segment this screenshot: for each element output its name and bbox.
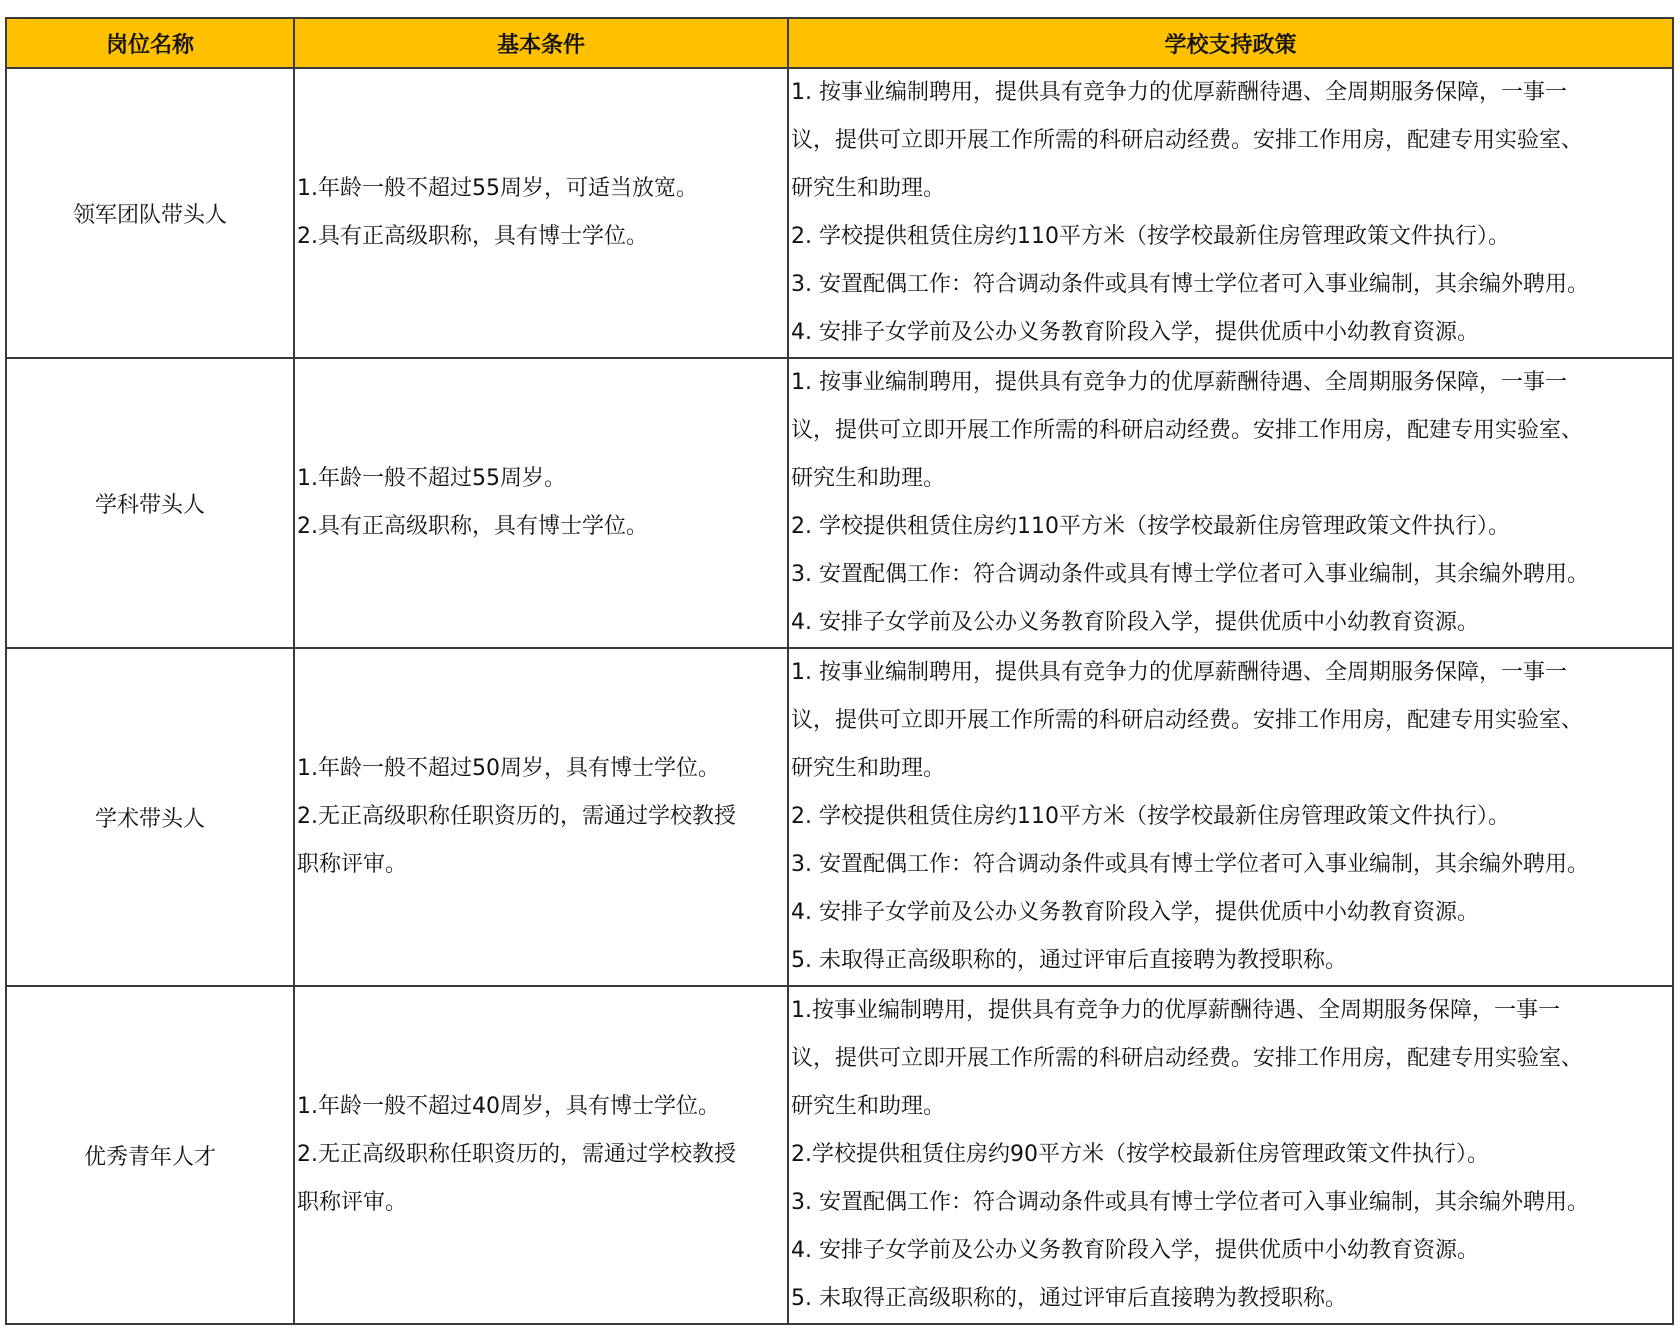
policy-line: 2. 学校提供租赁住房约110平方米（按学校最新住房管理政策文件执行）。 — [791, 514, 1510, 539]
policy-line: 研究生和助理。 — [791, 466, 946, 491]
condition-line: 职称评审。 — [297, 852, 408, 877]
policy-cell — [788, 648, 1673, 986]
policy-line: 4. 安排子女学前及公办义务教育阶段入学，提供优质中小幼教育资源。 — [791, 900, 1479, 925]
policy-line: 1.按事业编制聘用，提供具有竞争力的优厚薪酬待遇、全周期服务保障，一事一 — [791, 998, 1560, 1023]
policy-line: 5. 未取得正高级职称的，通过评审后直接聘为教授职称。 — [791, 1286, 1347, 1311]
condition-line: 1.年龄一般不超过50周岁，具有博士学位。 — [297, 756, 720, 781]
policy-line: 3. 安置配偶工作：符合调动条件或具有博士学位者可入事业编制，其余编外聘用。 — [791, 272, 1589, 297]
position-name-cell: 学术带头人 — [6, 648, 294, 986]
policy-line: 3. 安置配偶工作：符合调动条件或具有博士学位者可入事业编制，其余编外聘用。 — [791, 562, 1589, 587]
policy-line: 议，提供可立即开展工作所需的科研启动经费。安排工作用房，配建专用实验室、 — [791, 128, 1584, 153]
table-row — [6, 358, 1673, 648]
conditions-cell — [294, 68, 788, 358]
policy-line: 议，提供可立即开展工作所需的科研启动经费。安排工作用房，配建专用实验室、 — [791, 1046, 1584, 1071]
policy-line: 4. 安排子女学前及公办义务教育阶段入学，提供优质中小幼教育资源。 — [791, 320, 1479, 345]
condition-line: 2.具有正高级职称，具有博士学位。 — [297, 224, 648, 249]
condition-line: 2.无正高级职称任职资历的，需通过学校教授 — [297, 804, 736, 829]
conditions-cell — [294, 358, 788, 648]
conditions-cell — [294, 986, 788, 1324]
policy-line: 2. 学校提供租赁住房约110平方米（按学校最新住房管理政策文件执行）。 — [791, 804, 1510, 829]
policy-line: 5. 未取得正高级职称的，通过评审后直接聘为教授职称。 — [791, 948, 1347, 973]
policy-line: 研究生和助理。 — [791, 176, 946, 201]
policy-line: 2. 学校提供租赁住房约110平方米（按学校最新住房管理政策文件执行）。 — [791, 224, 1510, 249]
policy-cell — [788, 358, 1673, 648]
condition-line: 2.无正高级职称任职资历的，需通过学校教授 — [297, 1142, 736, 1167]
header-position-name: 岗位名称 — [6, 18, 294, 68]
policy-line: 3. 安置配偶工作：符合调动条件或具有博士学位者可入事业编制，其余编外聘用。 — [791, 1190, 1589, 1215]
policy-line: 议，提供可立即开展工作所需的科研启动经费。安排工作用房，配建专用实验室、 — [791, 418, 1584, 443]
table-row — [6, 68, 1673, 358]
condition-line: 1.年龄一般不超过55周岁，可适当放宽。 — [297, 176, 698, 201]
policy-line: 1. 按事业编制聘用，提供具有竞争力的优厚薪酬待遇、全周期服务保障，一事一 — [791, 80, 1567, 105]
condition-line: 1.年龄一般不超过55周岁。 — [297, 466, 566, 491]
header-basic-conditions: 基本条件 — [294, 18, 788, 68]
header-support-policy: 学校支持政策 — [788, 18, 1673, 68]
policy-line: 4. 安排子女学前及公办义务教育阶段入学，提供优质中小幼教育资源。 — [791, 1238, 1479, 1263]
recruitment-table — [5, 17, 1674, 1325]
policy-line: 研究生和助理。 — [791, 756, 946, 781]
position-name-cell: 优秀青年人才 — [6, 986, 294, 1324]
policy-line: 议，提供可立即开展工作所需的科研启动经费。安排工作用房，配建专用实验室、 — [791, 708, 1584, 733]
policy-line: 2.学校提供租赁住房约90平方米（按学校最新住房管理政策文件执行）。 — [791, 1142, 1489, 1167]
policy-line: 1. 按事业编制聘用，提供具有竞争力的优厚薪酬待遇、全周期服务保障，一事一 — [791, 370, 1567, 395]
position-name-cell: 学科带头人 — [6, 358, 294, 648]
condition-line: 职称评审。 — [297, 1190, 408, 1215]
policy-line: 4. 安排子女学前及公办义务教育阶段入学，提供优质中小幼教育资源。 — [791, 610, 1479, 635]
position-name-cell: 领军团队带头人 — [6, 68, 294, 358]
condition-line: 1.年龄一般不超过40周岁，具有博士学位。 — [297, 1094, 720, 1119]
policy-line: 研究生和助理。 — [791, 1094, 946, 1119]
table-row — [6, 648, 1673, 986]
policy-line: 3. 安置配偶工作：符合调动条件或具有博士学位者可入事业编制，其余编外聘用。 — [791, 852, 1589, 877]
table-row — [6, 986, 1673, 1324]
policy-cell — [788, 986, 1673, 1324]
condition-line: 2.具有正高级职称，具有博士学位。 — [297, 514, 648, 539]
policy-line: 1. 按事业编制聘用，提供具有竞争力的优厚薪酬待遇、全周期服务保障，一事一 — [791, 660, 1567, 685]
header-row — [6, 18, 1673, 68]
policy-cell — [788, 68, 1673, 358]
conditions-cell — [294, 648, 788, 986]
